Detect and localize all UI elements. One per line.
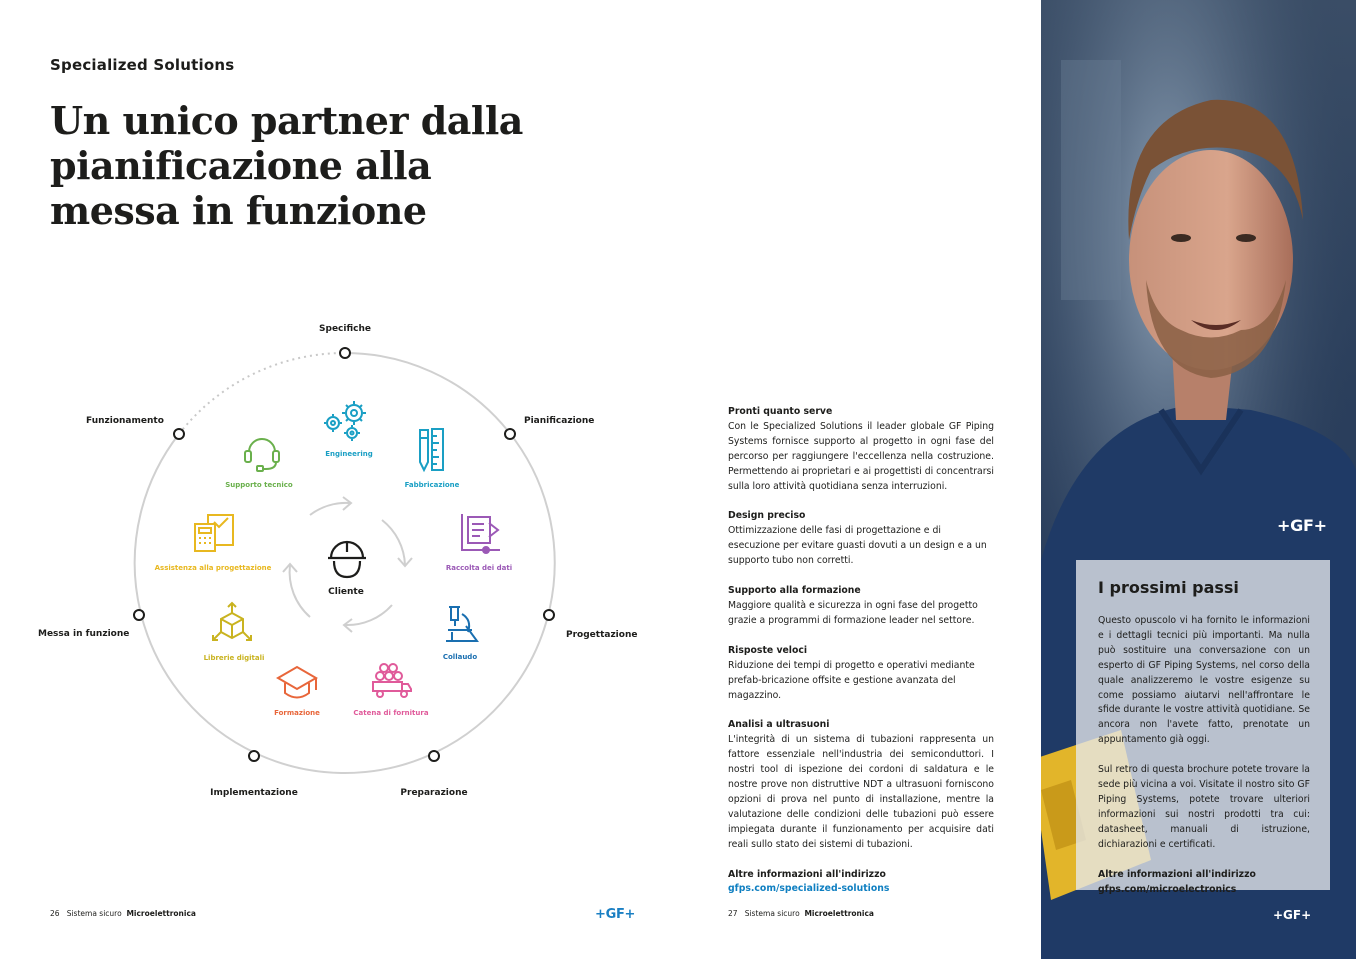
- footer-topic: Microelettronica: [126, 909, 196, 918]
- service-label: Supporto tecnico: [225, 481, 293, 489]
- phase-node-funzionamento: [174, 429, 184, 439]
- shirt-logo: +GF+: [1277, 516, 1327, 535]
- headline-line-3: messa in funzione: [50, 188, 427, 233]
- footer-topic: Microelettronica: [804, 909, 874, 918]
- cycle-diagram: [0, 300, 680, 820]
- page-headline: [50, 98, 570, 233]
- section-training: [728, 584, 994, 629]
- cube-icon: [213, 603, 251, 640]
- outer-ring: [135, 353, 555, 773]
- more-info-link[interactable]: gfps.com/specialized-solutions: [728, 883, 890, 895]
- hard-hat-icon: [328, 542, 366, 577]
- next-steps-title: I prossimi passi: [1098, 578, 1239, 597]
- phase-node-preparazione: [429, 751, 439, 761]
- phase-label: Funzionamento: [86, 416, 164, 426]
- page-number: 27: [728, 909, 738, 918]
- section-ready: [728, 405, 994, 494]
- service-label: Engineering: [325, 450, 373, 458]
- phase-node-specifiche: [340, 348, 350, 358]
- footer-series: Sistema sicuro: [744, 909, 800, 918]
- section-body: Con le Specialized Solutions il leader globale GF Piping Systems fornisce supporto al progetto in ogni fase del percorso per raggiungere l'eccellenza nella costruzione. Permettendo ai proprietari e ai progettisti di concentrarsi sulla loro attività quotidiana senza interruzioni.: [728, 420, 994, 492]
- page-number: 26: [50, 909, 60, 918]
- phase-label: Progettazione: [566, 630, 638, 640]
- phase-node-implementazione: [249, 751, 259, 761]
- section-ultrasound: [728, 718, 994, 852]
- calculator-icon: [195, 515, 233, 551]
- phase-node-messa-in-funzione: [134, 610, 144, 620]
- service-label: Raccolta dei dati: [445, 564, 513, 572]
- left-footer: [50, 909, 196, 918]
- headset-icon: [245, 439, 279, 471]
- service-label: Formazione: [274, 709, 320, 717]
- next-steps-body: [1098, 614, 1310, 897]
- phase-node-pianificazione: [505, 429, 515, 439]
- section-body: Maggiore qualità e sicurezza in ogni fase del progetto grazie a programmi di formazione leader nel settore.: [728, 599, 978, 626]
- more-info: [728, 868, 994, 898]
- truck-icon: [373, 664, 411, 697]
- phase-node-progettazione: [544, 610, 554, 620]
- section-heading: Pronti quanto serve: [728, 406, 833, 417]
- footer-series: Sistema sicuro: [66, 909, 122, 918]
- inner-cycle-arrows: [283, 497, 412, 632]
- section-body: Riduzione dei tempi di progetto e operativi mediante prefab-bricazione offsite e gestione avanzata del magazzino.: [728, 659, 975, 701]
- service-label: Librerie digitali: [203, 654, 265, 662]
- next-steps-panel: [1076, 560, 1330, 895]
- section-body: Ottimizzazione delle fasi di progettazione e di esecuzione per evitare guasti dovuti a un design e a un supporto tubo non corretti.: [728, 525, 987, 567]
- center-label: Cliente: [328, 587, 364, 597]
- phase-label: Specifiche: [319, 324, 371, 334]
- data-collection-icon: [462, 514, 500, 553]
- section-heading: Analisi a ultrasuoni: [728, 719, 830, 731]
- next-steps-paragraph-1: Questo opuscolo vi ha fornito le informazioni e i dettagli tecnici più importanti. Ma nulla può sostituire una conversazione con un esperto di GF Piping Systems, nel corso della quale analizzeremo le vostre esigenze su come possiamo aiutarvi nell'affrontare le sfide durante le vostre attività quotidiane. Se ancora non l'avete fatto, prenotate un appuntamento già oggi.: [1098, 615, 1310, 746]
- corner-logo: +GF+: [1273, 908, 1312, 922]
- service-label: Assistenza alla progettazione: [154, 564, 272, 572]
- gears-icon: [324, 401, 366, 441]
- service-label: Fabbricazione: [404, 481, 460, 489]
- outer-ring-dotted: [179, 353, 345, 434]
- section-heading: Risposte veloci: [728, 644, 808, 656]
- ruler-pencil-icon: [420, 429, 443, 470]
- section-label: Specialized Solutions: [50, 56, 235, 74]
- gf-logo: +GF+: [595, 907, 636, 922]
- next-steps-more-info-link[interactable]: gfps.com/microelectronics: [1098, 883, 1237, 895]
- section-design: [728, 509, 994, 569]
- phase-label: Implementazione: [210, 788, 298, 798]
- headline-line-2: pianificazione alla: [50, 143, 432, 188]
- headline-line-1: Un unico partner dalla: [50, 98, 523, 143]
- services-text-column: [728, 405, 994, 897]
- more-info-label: Altre informazioni all'indirizzo: [728, 868, 886, 880]
- section-body: L'integrità di un sistema di tubazioni rappresenta un fattore essenziale nell'industria dei semiconduttori. I nostri tool di ispezione dei cordoni di saldatura e le nostre prove non distruttive NDT a ultrasuoni forniscono opzioni di prova nel punto di installazione, mentre la valutazione delle condizioni delle tubazioni può essere impiegata durante il funzionamento per acquisire dati reali sullo stato dei sistemi di tubazioni.: [728, 734, 994, 850]
- right-footer: [728, 909, 874, 918]
- section-fast: [728, 644, 994, 704]
- service-label: Collaudo: [442, 653, 478, 661]
- next-steps-more-info-label: Altre informazioni all'indirizzo: [1098, 868, 1256, 880]
- section-heading: Supporto alla formazione: [728, 585, 861, 597]
- phase-label: Pianificazione: [524, 416, 595, 426]
- microscope-icon: [446, 607, 477, 641]
- service-label: Catena di fornitura: [353, 709, 429, 717]
- next-steps-paragraph-2: Sul retro di questa brochure potete trovare la sede più vicina a voi. Visitate il nostro sito GF Piping Systems, potete trovare ulteriori informazioni sui nostri prodotti tra cui: datasheet, manuali di istruzione, dichiarazioni e certificati.: [1098, 764, 1310, 850]
- phase-label: Messa in funzione: [38, 629, 130, 639]
- section-heading: Design preciso: [728, 510, 806, 522]
- phase-label: Preparazione: [400, 788, 468, 798]
- graduation-cap-icon: [278, 667, 316, 698]
